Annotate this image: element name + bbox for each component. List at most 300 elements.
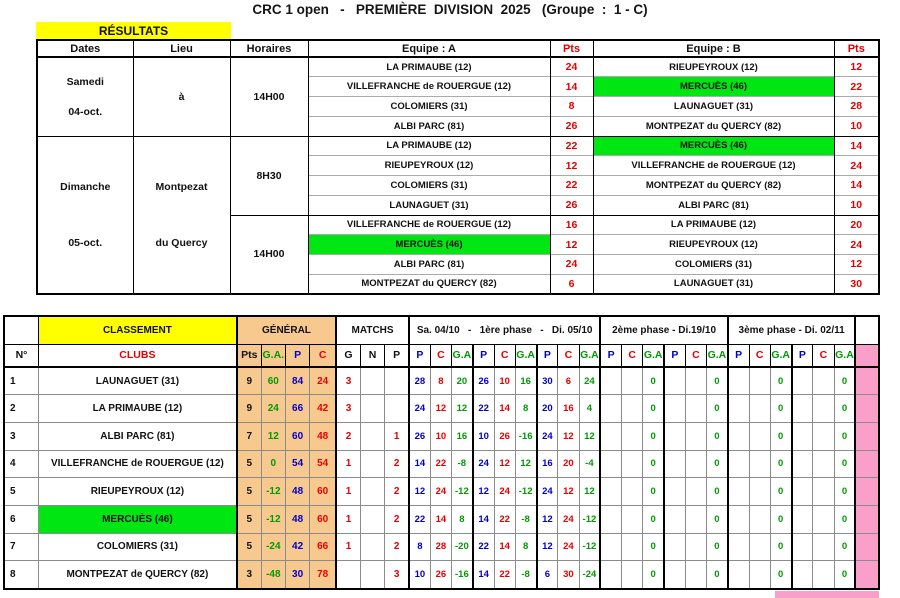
rank-cell: 4 — [4, 450, 38, 478]
phase-p-header: P — [537, 344, 558, 367]
phase-ga-cell: 0 — [707, 561, 728, 589]
phase-p-cell: 26 — [409, 422, 430, 450]
pts-cell: 9 — [237, 395, 261, 423]
phase-c-cell — [749, 367, 770, 395]
team-a-cell: COLOMIERS (31) — [308, 176, 550, 196]
phase-c-cell: 22 — [430, 450, 451, 478]
points-for-cell: 54 — [285, 450, 309, 478]
points-for-cell: 42 — [285, 533, 309, 561]
phase-ga-cell: 0 — [834, 422, 855, 450]
score-b-cell: 10 — [834, 116, 879, 136]
results-header — [37, 40, 879, 57]
pink-top-cell — [855, 316, 879, 344]
wins-cell: 1 — [336, 478, 360, 506]
phase-p-cell — [600, 505, 621, 533]
phase-p-cell — [600, 395, 621, 423]
classement-header — [4, 316, 879, 367]
phase-ga-cell: 0 — [643, 478, 664, 506]
phase-p-cell: 22 — [473, 395, 494, 423]
team-b-cell: RIEUPEYROUX (12) — [593, 235, 834, 255]
club-cell: VILLEFRANCHE de ROUERGUE (12) — [38, 450, 236, 478]
team-a-cell: MONTPEZAT du QUERCY (82) — [308, 274, 550, 294]
pts-cell: 5 — [237, 450, 261, 478]
phase-ga-cell: 20 — [452, 367, 473, 395]
phase-ga-cell: 8 — [515, 533, 536, 561]
points-against-cell: 78 — [310, 561, 336, 589]
wins-cell: 1 — [336, 505, 360, 533]
phase-c-cell: 26 — [494, 422, 515, 450]
phase-p-cell: 8 — [409, 533, 430, 561]
score-b-cell: 12 — [834, 57, 879, 77]
losses-cell: 2 — [385, 478, 409, 506]
phase-ga-cell: 0 — [834, 533, 855, 561]
score-b-cell: 24 — [834, 156, 879, 176]
team-a-cell: VILLEFRANCHE de ROUERGUE (12) — [308, 77, 550, 97]
score-a-cell: 22 — [550, 176, 593, 196]
col-lieu: Lieu — [133, 40, 230, 57]
club-cell: MONTPEZAT de QUERCY (82) — [38, 561, 236, 589]
phase-c-header: C — [813, 344, 834, 367]
lieu-cell — [133, 57, 230, 136]
wins-cell: 1 — [336, 450, 360, 478]
phase-ga-cell: -16 — [515, 422, 536, 450]
goal-average-cell: 12 — [261, 422, 285, 450]
phase-ga-header: G.A — [643, 344, 664, 367]
pts-header: Pts — [237, 344, 261, 367]
lieu-cell-line: Montpezat — [155, 180, 208, 193]
phase-p-cell — [792, 367, 813, 395]
phase-ga-cell: -8 — [515, 505, 536, 533]
phase-c-cell — [685, 561, 706, 589]
score-b-cell: 12 — [834, 255, 879, 275]
score-b-cell: 14 — [834, 136, 879, 156]
pink-header-cell — [855, 344, 879, 367]
corner-cell — [4, 316, 38, 344]
phase-ga-cell: 8 — [515, 395, 536, 423]
points-against-cell: 54 — [310, 450, 336, 478]
phase-c-cell: 16 — [558, 395, 579, 423]
phase-p-cell: 12 — [537, 505, 558, 533]
phase-ga-cell: 0 — [770, 450, 791, 478]
classement-group-header-row — [4, 316, 879, 344]
lieu-cell-line: du Quercy — [155, 236, 208, 249]
phase-c-cell: 24 — [494, 478, 515, 506]
phase-ga-cell: 12 — [515, 450, 536, 478]
score-a-cell: 26 — [550, 195, 593, 215]
goal-average-cell: -12 — [261, 478, 285, 506]
phase-ga-cell: 0 — [834, 395, 855, 423]
phase-p-cell — [600, 450, 621, 478]
losses-cell: 2 — [385, 505, 409, 533]
phase-p-header: P — [792, 344, 813, 367]
phase-p-cell — [600, 422, 621, 450]
team-a-cell: COLOMIERS (31) — [308, 97, 550, 117]
phase-p-cell — [664, 478, 685, 506]
phase-p-cell: 22 — [409, 505, 430, 533]
date-cell-stack — [38, 58, 133, 136]
club-cell: LAUNAGUET (31) — [38, 367, 236, 395]
team-a-cell: ALBI PARC (81) — [308, 255, 550, 275]
rank-cell: 5 — [4, 478, 38, 506]
phase-p-cell: 20 — [537, 395, 558, 423]
phase-p-header: P — [728, 344, 749, 367]
points-against-cell: 66 — [310, 533, 336, 561]
phase-c-cell: 12 — [558, 422, 579, 450]
pts-cell: 3 — [237, 561, 261, 589]
phase-p-cell — [792, 450, 813, 478]
phase-c-cell — [813, 367, 834, 395]
goal-average-cell: -48 — [261, 561, 285, 589]
pink-cell — [855, 478, 879, 506]
score-a-cell: 24 — [550, 255, 593, 275]
phase-c-cell — [749, 533, 770, 561]
clubs-header: CLUBS — [38, 344, 236, 367]
points-for-cell: 84 — [285, 367, 309, 395]
points-for-cell: 48 — [285, 505, 309, 533]
points-against-cell: 60 — [310, 478, 336, 506]
phase-p-cell — [792, 395, 813, 423]
phase-p-cell — [664, 367, 685, 395]
phase-c-cell: 8 — [430, 367, 451, 395]
phase-c-cell: 12 — [430, 395, 451, 423]
phase-c-cell: 28 — [430, 533, 451, 561]
pink-cell — [855, 450, 879, 478]
matchs-header: MATCHS — [336, 316, 409, 344]
team-a-cell: MERCUÈS (46) — [308, 235, 550, 255]
phase-c-cell — [813, 505, 834, 533]
team-a-cell: RIEUPEYROUX (12) — [308, 156, 550, 176]
phase-ga-cell: 0 — [643, 422, 664, 450]
phase-c-cell: 12 — [494, 450, 515, 478]
num-header: N° — [4, 344, 38, 367]
team-a-cell: VILLEFRANCHE de ROUERGUE (12) — [308, 215, 550, 235]
points-against-cell: 24 — [310, 367, 336, 395]
time-cell-line: 14H00 — [253, 248, 285, 261]
rank-cell: 8 — [4, 561, 38, 589]
phase-ga-cell: 0 — [643, 367, 664, 395]
phase-p-cell — [792, 422, 813, 450]
pts-cell: 5 — [237, 533, 261, 561]
losses-cell — [385, 367, 409, 395]
phase-p-cell — [728, 505, 749, 533]
page-title: CRC 1 open - PREMIÈRE DIVISION 2025 (Groupe : 1 - C) — [252, 2, 648, 17]
c-header: C — [310, 344, 336, 367]
points-for-cell: 60 — [285, 422, 309, 450]
classement-subheader-row — [4, 344, 879, 367]
phase-ga-cell: 12 — [579, 422, 600, 450]
phase-p-header: P — [600, 344, 621, 367]
phase-c-cell: 24 — [558, 533, 579, 561]
phase-p-cell — [728, 450, 749, 478]
date-cell — [37, 136, 133, 294]
phase-p-cell — [728, 395, 749, 423]
phase-p-cell: 24 — [537, 422, 558, 450]
time-cell — [230, 215, 308, 294]
phase-c-cell — [813, 561, 834, 589]
phase-ga-cell: 0 — [770, 505, 791, 533]
score-b-cell: 30 — [834, 274, 879, 294]
phase-c-cell: 26 — [430, 561, 451, 589]
team-a-cell: LA PRIMAUBE (12) — [308, 57, 550, 77]
col-pts-a: Pts — [550, 40, 593, 57]
classement-row — [4, 367, 879, 395]
phase-ga-cell: -20 — [452, 533, 473, 561]
phase-ga-cell: -12 — [579, 505, 600, 533]
phase-p-cell: 12 — [473, 478, 494, 506]
phase-p-cell: 14 — [473, 561, 494, 589]
phase-ga-cell: 0 — [770, 367, 791, 395]
phase-c-cell — [813, 533, 834, 561]
col-pts-b: Pts — [834, 40, 879, 57]
rank-cell: 7 — [4, 533, 38, 561]
phase-p-cell: 10 — [409, 561, 430, 589]
phase-ga-cell: 0 — [707, 395, 728, 423]
phase-ga-cell: 0 — [643, 450, 664, 478]
phase-ga-cell: 0 — [770, 395, 791, 423]
results-body — [37, 57, 879, 294]
score-b-cell: 20 — [834, 215, 879, 235]
g-header: G — [336, 344, 360, 367]
lieu-cell-line: à — [178, 90, 185, 103]
time-cell-stack — [231, 137, 308, 215]
goal-average-cell: 24 — [261, 395, 285, 423]
wins-cell: 3 — [336, 367, 360, 395]
phase-ga-cell: 0 — [643, 561, 664, 589]
pts-cell: 9 — [237, 367, 261, 395]
phase-ga-cell: 0 — [834, 561, 855, 589]
pink-cell — [855, 422, 879, 450]
p-header: P — [285, 344, 309, 367]
rank-cell: 1 — [4, 367, 38, 395]
col-horaires: Horaires — [230, 40, 308, 57]
phase-ga-cell: 12 — [452, 395, 473, 423]
phase-c-cell — [622, 533, 643, 561]
phase-c-cell — [685, 533, 706, 561]
phase-p-cell — [600, 561, 621, 589]
score-a-cell: 16 — [550, 215, 593, 235]
match-row — [37, 57, 879, 77]
phase-p-cell — [664, 422, 685, 450]
phase-c-header: C — [622, 344, 643, 367]
phase-c-cell: 22 — [494, 505, 515, 533]
phase-p-cell: 24 — [537, 478, 558, 506]
wins-cell: 2 — [336, 422, 360, 450]
phase-c-header: C — [558, 344, 579, 367]
results-header-row — [37, 40, 879, 57]
phase-p-cell — [728, 561, 749, 589]
phase-ga-cell: 0 — [707, 533, 728, 561]
phase2-header: 2ème phase - Di.19/10 — [600, 316, 728, 344]
team-b-cell: MERCUÈS (46) — [593, 77, 834, 97]
team-b-cell: LAUNAGUET (31) — [593, 97, 834, 117]
phase-p-header: P — [473, 344, 494, 367]
phase-ga-header: G.A — [770, 344, 791, 367]
time-cell — [230, 57, 308, 136]
phase-c-cell — [685, 422, 706, 450]
team-b-cell: VILLEFRANCHE de ROUERGUE (12) — [593, 156, 834, 176]
classement-row — [4, 422, 879, 450]
phase-p-cell: 12 — [409, 478, 430, 506]
phase-ga-cell: -4 — [579, 450, 600, 478]
n-header: N — [360, 344, 384, 367]
pts-cell: 5 — [237, 478, 261, 506]
phase-p-cell: 14 — [409, 450, 430, 478]
p-header: P — [385, 344, 409, 367]
score-b-cell: 28 — [834, 97, 879, 117]
phase-ga-cell: -12 — [515, 478, 536, 506]
phase3-header: 3ème phase - Di. 02/11 — [728, 316, 856, 344]
phase-c-cell — [749, 395, 770, 423]
draws-cell — [360, 422, 384, 450]
time-cell-stack — [231, 58, 308, 136]
score-a-cell: 24 — [550, 57, 593, 77]
phase-c-cell — [749, 450, 770, 478]
phase-c-cell — [622, 367, 643, 395]
phase-ga-cell: 4 — [579, 395, 600, 423]
wins-cell: 1 — [336, 533, 360, 561]
phase-p-header: P — [664, 344, 685, 367]
results-table — [36, 39, 880, 295]
phase-c-cell — [622, 422, 643, 450]
phase-c-cell — [622, 395, 643, 423]
losses-cell: 1 — [385, 422, 409, 450]
phase-c-cell — [685, 505, 706, 533]
phase-c-cell: 10 — [430, 422, 451, 450]
phase-c-cell — [749, 505, 770, 533]
phase-p-cell: 28 — [409, 367, 430, 395]
time-cell-line: 14H00 — [253, 90, 285, 103]
phase-p-cell — [664, 561, 685, 589]
phase-ga-cell: 0 — [770, 561, 791, 589]
phase-ga-cell: 0 — [834, 450, 855, 478]
phase-c-cell: 24 — [430, 478, 451, 506]
team-b-cell: LAUNAGUET (31) — [593, 274, 834, 294]
rank-cell: 3 — [4, 422, 38, 450]
points-for-cell: 30 — [285, 561, 309, 589]
phase-c-cell — [685, 395, 706, 423]
phase-p-cell: 10 — [473, 422, 494, 450]
phase-c-cell: 6 — [558, 367, 579, 395]
classement-row — [4, 478, 879, 506]
phase-c-cell: 14 — [494, 533, 515, 561]
phase-p-cell: 30 — [537, 367, 558, 395]
phase-c-header: C — [430, 344, 451, 367]
phase-p-cell — [600, 367, 621, 395]
team-b-cell: RIEUPEYROUX (12) — [593, 57, 834, 77]
score-b-cell: 24 — [834, 235, 879, 255]
date-cell-line: 05-oct. — [68, 236, 103, 249]
team-a-cell: LAUNAGUET (31) — [308, 195, 550, 215]
phase-ga-cell: 0 — [770, 422, 791, 450]
phase-p-cell — [664, 450, 685, 478]
ga-header: G.A. — [261, 344, 285, 367]
points-against-cell: 60 — [310, 505, 336, 533]
lieu-cell-stack — [134, 137, 230, 294]
lieu-cell-stack — [134, 58, 230, 136]
losses-cell: 2 — [385, 450, 409, 478]
rank-cell: 2 — [4, 395, 38, 423]
phase-c-cell — [813, 478, 834, 506]
team-b-cell: MERCUÈS (46) — [593, 136, 834, 156]
phase-p-cell — [792, 505, 813, 533]
phase-ga-cell: -24 — [579, 561, 600, 589]
date-cell-line: Samedi — [66, 75, 104, 88]
phase-p-cell: 24 — [409, 395, 430, 423]
score-b-cell: 14 — [834, 176, 879, 196]
phase-ga-cell: 0 — [707, 450, 728, 478]
date-cell — [37, 57, 133, 136]
phase-p-cell: 12 — [537, 533, 558, 561]
phase-p-cell — [792, 561, 813, 589]
date-cell-stack — [38, 137, 133, 294]
phase-ga-cell: -8 — [452, 450, 473, 478]
phase-p-cell — [600, 478, 621, 506]
goal-average-cell: -24 — [261, 533, 285, 561]
phase-c-cell — [622, 505, 643, 533]
score-a-cell: 8 — [550, 97, 593, 117]
date-cell-line: Dimanche — [60, 180, 111, 193]
phase-ga-cell: 16 — [515, 367, 536, 395]
col-equipe-b: Equipe : B — [593, 40, 834, 57]
col-dates: Dates — [37, 40, 133, 57]
classement-row — [4, 561, 879, 589]
phase-ga-cell: 0 — [643, 505, 664, 533]
score-b-cell: 22 — [834, 77, 879, 97]
date-cell-line: 04-oct. — [68, 105, 103, 118]
score-a-cell: 12 — [550, 235, 593, 255]
general-header: GÉNÉRAL — [237, 316, 336, 344]
draws-cell — [360, 533, 384, 561]
phase-ga-cell: 0 — [707, 505, 728, 533]
rank-cell: 6 — [4, 505, 38, 533]
phase-c-cell — [813, 450, 834, 478]
phase-p-cell — [728, 533, 749, 561]
resultats-label: RÉSULTATS — [36, 22, 231, 39]
phase-c-cell — [685, 367, 706, 395]
phase-p-cell — [728, 478, 749, 506]
pink-cell — [855, 367, 879, 395]
phase-ga-cell: -12 — [452, 478, 473, 506]
phase-c-header: C — [685, 344, 706, 367]
team-a-cell: ALBI PARC (81) — [308, 116, 550, 136]
phase-c-cell — [813, 395, 834, 423]
pink-cell — [855, 505, 879, 533]
phase-c-cell — [749, 561, 770, 589]
phase-c-cell: 22 — [494, 561, 515, 589]
phase1-header: Sa. 04/10 - 1ère phase - Di. 05/10 — [409, 316, 600, 344]
phase-p-cell — [664, 533, 685, 561]
col-equipe-a: Equipe : A — [308, 40, 550, 57]
phase-ga-header: G.A — [452, 344, 473, 367]
wins-cell — [336, 561, 360, 589]
phase-ga-header: G.A — [707, 344, 728, 367]
score-a-cell: 12 — [550, 156, 593, 176]
match-row — [37, 136, 879, 156]
phase-c-cell: 24 — [558, 505, 579, 533]
phase-ga-cell: 0 — [707, 478, 728, 506]
draws-cell — [360, 395, 384, 423]
phase-ga-cell: 0 — [707, 367, 728, 395]
team-b-cell: MONTPEZAT du QUERCY (82) — [593, 116, 834, 136]
phase-ga-cell: 0 — [643, 395, 664, 423]
goal-average-cell: 60 — [261, 367, 285, 395]
pink-cell — [855, 395, 879, 423]
team-a-cell: LA PRIMAUBE (12) — [308, 136, 550, 156]
phase-c-cell: 20 — [558, 450, 579, 478]
phase-ga-cell: 16 — [452, 422, 473, 450]
phase-p-cell: 6 — [537, 561, 558, 589]
time-cell — [230, 136, 308, 215]
